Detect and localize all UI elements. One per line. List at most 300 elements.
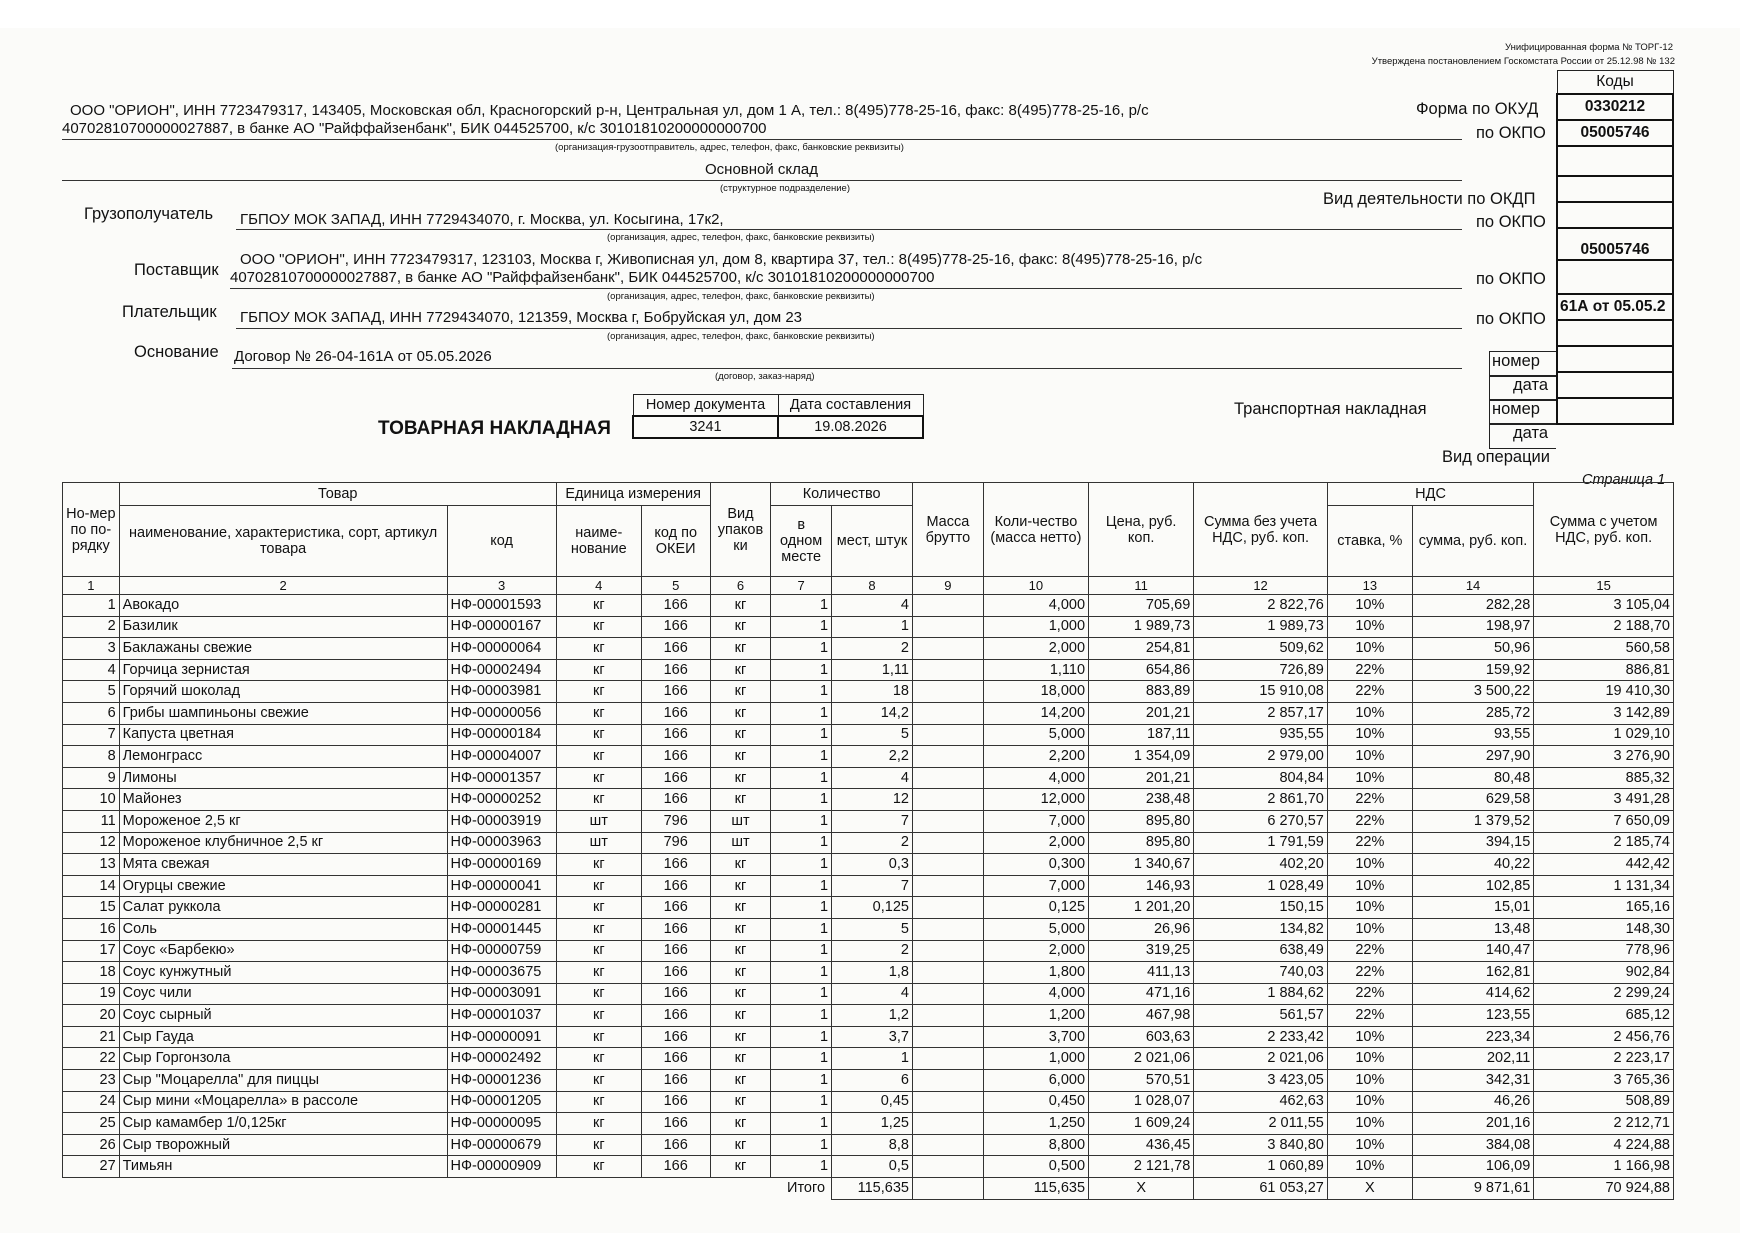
row-number: 16: [63, 918, 120, 940]
vat-rate: 10%: [1327, 854, 1412, 876]
qty-in-place: 1: [771, 1026, 832, 1048]
row-number: 26: [63, 1134, 120, 1156]
okpo-supplier-code: 05005746: [1557, 228, 1673, 260]
unit-name: кг: [556, 962, 641, 984]
okei-code: 166: [641, 659, 710, 681]
product-name: Лимоны: [119, 767, 447, 789]
qty-in-place: 1: [771, 962, 832, 984]
totals-places: 115,635: [832, 1178, 913, 1200]
product-code: НФ-00001593: [447, 595, 556, 617]
column-number: 8: [832, 577, 913, 595]
sum-with-vat: 3 491,28: [1534, 789, 1674, 811]
unit-name: кг: [556, 1134, 641, 1156]
places-count: 0,3: [832, 854, 913, 876]
okei-code: 166: [641, 918, 710, 940]
unit-name: кг: [556, 983, 641, 1005]
unit-name: кг: [556, 659, 641, 681]
vat-sum: 80,48: [1412, 767, 1533, 789]
okdp-code: [1557, 176, 1673, 202]
qty-in-place: 1: [771, 789, 832, 811]
qty-in-place: 1: [771, 595, 832, 617]
sum-with-vat: 778,96: [1534, 940, 1674, 962]
totals-gross: [912, 1178, 983, 1200]
pack-type: кг: [710, 1113, 771, 1135]
pack-type: кг: [710, 659, 771, 681]
transport-date-code: [1557, 372, 1673, 398]
vat-sum: 46,26: [1412, 1091, 1533, 1113]
net-quantity: 18,000: [983, 681, 1088, 703]
places-count: 0,125: [832, 897, 913, 919]
unit-name: кг: [556, 875, 641, 897]
net-quantity: 7,000: [983, 810, 1088, 832]
sum-with-vat: 2 223,17: [1534, 1048, 1674, 1070]
pack-type: кг: [710, 767, 771, 789]
table-row: [63, 962, 1674, 984]
column-number: 1: [63, 577, 120, 595]
product-name: Мята свежая: [119, 854, 447, 876]
col-unit-header: Единица измерения: [556, 483, 710, 506]
net-quantity: 2,000: [983, 832, 1088, 854]
product-name: Горячий шоколад: [119, 681, 447, 703]
table-row: [63, 638, 1674, 660]
okpo-label-2: по ОКПО: [1476, 213, 1546, 231]
unit-name: кг: [556, 789, 641, 811]
places-count: 1,11: [832, 659, 913, 681]
vat-rate: 10%: [1327, 897, 1412, 919]
product-name: Соус чили: [119, 983, 447, 1005]
totals-vat-sum: 9 871,61: [1412, 1178, 1533, 1200]
places-count: 1,2: [832, 1005, 913, 1027]
shipper-department: Основной склад: [705, 161, 819, 178]
totals-label: Итого: [787, 1180, 826, 1197]
row-number: 7: [63, 724, 120, 746]
consignee-caption: (организация, адрес, телефон, факс, банковские реквизиты): [607, 232, 875, 243]
gross-mass: [912, 1134, 983, 1156]
product-name: Горчица зернистая: [119, 659, 447, 681]
vat-sum: 140,47: [1412, 940, 1533, 962]
product-name: Сыр мини «Моцарелла» в рассоле: [119, 1091, 447, 1113]
product-code: НФ-00000091: [447, 1026, 556, 1048]
totals-price: X: [1089, 1178, 1194, 1200]
net-quantity: 6,000: [983, 1070, 1088, 1092]
vat-sum: 629,58: [1412, 789, 1533, 811]
table-row: [63, 702, 1674, 724]
totals-rate: X: [1327, 1178, 1412, 1200]
okdp-label: Вид деятельности по ОКДП: [1323, 190, 1536, 208]
net-quantity: 1,000: [983, 1048, 1088, 1070]
vat-sum: 282,28: [1412, 595, 1533, 617]
okei-code: 166: [641, 875, 710, 897]
operation-label: Вид операции: [1442, 448, 1550, 466]
okei-code: 166: [641, 1005, 710, 1027]
sum-with-vat: 885,32: [1534, 767, 1674, 789]
pack-type: кг: [710, 724, 771, 746]
vat-rate: 10%: [1327, 1134, 1412, 1156]
price: 895,80: [1089, 832, 1194, 854]
product-code: НФ-00000759: [447, 940, 556, 962]
price: 411,13: [1089, 962, 1194, 984]
unit-name: кг: [556, 1113, 641, 1135]
sum-without-vat: 2 822,76: [1194, 595, 1328, 617]
qty-in-place: 1: [771, 854, 832, 876]
table-row: [63, 918, 1674, 940]
pack-type: кг: [710, 1048, 771, 1070]
row-number: 2: [63, 616, 120, 638]
qty-in-place: 1: [771, 1091, 832, 1113]
price: 883,89: [1089, 681, 1194, 703]
okei-code: 166: [641, 616, 710, 638]
totals-total: 70 924,88: [1534, 1178, 1674, 1200]
row-number: 17: [63, 940, 120, 962]
basis-value: Договор № 26-04-161А от 05.05.2026: [234, 348, 492, 365]
product-name: Соус сырный: [119, 1005, 447, 1027]
transport-date-label: дата: [1513, 424, 1548, 442]
okei-code: 166: [641, 897, 710, 919]
totals-sum-novat: 61 053,27: [1194, 1178, 1328, 1200]
col-code-header: код: [447, 506, 556, 577]
column-number: 10: [983, 577, 1088, 595]
vat-sum: 123,55: [1412, 1005, 1533, 1027]
places-count: 4: [832, 767, 913, 789]
okei-code: 166: [641, 789, 710, 811]
sum-without-vat: 134,82: [1194, 918, 1328, 940]
gross-mass: [912, 724, 983, 746]
product-name: Сыр камамбер 1/0,125кг: [119, 1113, 447, 1135]
payer-label: Плательщик: [122, 303, 217, 321]
product-code: НФ-00000252: [447, 789, 556, 811]
vat-rate: 10%: [1327, 1048, 1412, 1070]
column-number: 4: [556, 577, 641, 595]
product-code: НФ-00004007: [447, 746, 556, 768]
gross-mass: [912, 595, 983, 617]
basis-underline: [232, 368, 1462, 369]
qty-in-place: 1: [771, 681, 832, 703]
price: 467,98: [1089, 1005, 1194, 1027]
places-count: 5: [832, 724, 913, 746]
gross-mass: [912, 897, 983, 919]
sum-without-vat: 1 060,89: [1194, 1156, 1328, 1178]
pack-type: кг: [710, 1134, 771, 1156]
sum-without-vat: 402,20: [1194, 854, 1328, 876]
okei-code: 166: [641, 595, 710, 617]
product-code: НФ-00000064: [447, 638, 556, 660]
sum-with-vat: 2 188,70: [1534, 616, 1674, 638]
sum-with-vat: 3 765,36: [1534, 1070, 1674, 1092]
row-number: 19: [63, 983, 120, 1005]
sum-with-vat: 2 299,24: [1534, 983, 1674, 1005]
pack-type: кг: [710, 1070, 771, 1092]
sum-with-vat: 886,81: [1534, 659, 1674, 681]
col-rate-header: ставка, %: [1327, 506, 1412, 577]
vat-rate: 22%: [1327, 983, 1412, 1005]
column-number: 13: [1327, 577, 1412, 595]
document-title: ТОВАРНАЯ НАКЛАДНАЯ: [378, 418, 611, 439]
row-number: 12: [63, 832, 120, 854]
price: 1 989,73: [1089, 616, 1194, 638]
pack-type: кг: [710, 854, 771, 876]
vat-rate: 22%: [1327, 681, 1412, 703]
places-count: 0,5: [832, 1156, 913, 1178]
form-name: Унифицированная форма № ТОРГ-12: [1504, 42, 1673, 53]
pack-type: кг: [710, 789, 771, 811]
product-name: Огурцы свежие: [119, 875, 447, 897]
places-count: 12: [832, 789, 913, 811]
unit-name: кг: [556, 1048, 641, 1070]
goods-table: [62, 482, 1674, 1200]
transport-number-code: [1557, 346, 1673, 372]
shipper-line2: 40702810700000027887, в банке АО "Райффайзенбанк", БИК 044525700, к/с 30101810200000000700: [62, 120, 767, 137]
doc-date: 19.08.2026: [778, 416, 923, 438]
places-count: 1,25: [832, 1113, 913, 1135]
vat-rate: 22%: [1327, 962, 1412, 984]
basis-label: Основание: [134, 343, 219, 361]
vat-sum: 394,15: [1412, 832, 1533, 854]
vat-sum: 106,09: [1412, 1156, 1533, 1178]
column-number-row: [63, 577, 1674, 595]
okei-code: 796: [641, 832, 710, 854]
sum-with-vat: 7 650,09: [1534, 810, 1674, 832]
sum-without-vat: 6 270,57: [1194, 810, 1328, 832]
unit-name: кг: [556, 681, 641, 703]
vat-sum: 15,01: [1412, 897, 1533, 919]
col-qty-header: Количество: [771, 483, 913, 506]
row-number: 20: [63, 1005, 120, 1027]
unit-name: кг: [556, 1026, 641, 1048]
operation-code: [1557, 398, 1673, 424]
vat-sum: 223,34: [1412, 1026, 1533, 1048]
price: 201,21: [1089, 702, 1194, 724]
vat-rate: 22%: [1327, 659, 1412, 681]
pack-type: кг: [710, 1026, 771, 1048]
unit-name: кг: [556, 1156, 641, 1178]
net-quantity: 3,700: [983, 1026, 1088, 1048]
qty-in-place: 1: [771, 810, 832, 832]
col-num-header: Но-мер по по-рядку: [63, 483, 120, 577]
qty-in-place: 1: [771, 659, 832, 681]
places-count: 2: [832, 638, 913, 660]
okei-code: 166: [641, 962, 710, 984]
price: 319,25: [1089, 940, 1194, 962]
pack-type: кг: [710, 918, 771, 940]
row-number: 18: [63, 962, 120, 984]
qty-in-place: 1: [771, 940, 832, 962]
product-code: НФ-00000281: [447, 897, 556, 919]
unit-name: кг: [556, 767, 641, 789]
price: 2 021,06: [1089, 1048, 1194, 1070]
qty-in-place: 1: [771, 1113, 832, 1135]
col-gross-header: Масса брутто: [912, 483, 983, 577]
row-number: 23: [63, 1070, 120, 1092]
vat-rate: 10%: [1327, 918, 1412, 940]
table-row: [63, 940, 1674, 962]
gross-mass: [912, 940, 983, 962]
row-number: 24: [63, 1091, 120, 1113]
sum-with-vat: 508,89: [1534, 1091, 1674, 1113]
column-number: 5: [641, 577, 710, 595]
sum-with-vat: 3 142,89: [1534, 702, 1674, 724]
product-code: НФ-00000056: [447, 702, 556, 724]
doc-number: 3241: [633, 416, 778, 438]
gross-mass: [912, 616, 983, 638]
row-number: 25: [63, 1113, 120, 1135]
okei-code: 166: [641, 1026, 710, 1048]
net-quantity: 2,000: [983, 638, 1088, 660]
table-row: [63, 1005, 1674, 1027]
column-number: 14: [1412, 577, 1533, 595]
product-name: Грибы шампиньоны свежие: [119, 702, 447, 724]
vat-rate: 10%: [1327, 724, 1412, 746]
product-code: НФ-00000095: [447, 1113, 556, 1135]
sum-without-vat: 150,15: [1194, 897, 1328, 919]
vat-sum: 162,81: [1412, 962, 1533, 984]
product-code: НФ-00000909: [447, 1156, 556, 1178]
net-quantity: 12,000: [983, 789, 1088, 811]
unit-name: кг: [556, 854, 641, 876]
unit-name: кг: [556, 702, 641, 724]
net-quantity: 0,500: [983, 1156, 1088, 1178]
sum-with-vat: 2 185,74: [1534, 832, 1674, 854]
product-code: НФ-00001236: [447, 1070, 556, 1092]
sum-without-vat: 935,55: [1194, 724, 1328, 746]
okei-code: 166: [641, 1113, 710, 1135]
places-count: 7: [832, 875, 913, 897]
supplier-label: Поставщик: [134, 261, 219, 279]
okei-code: 166: [641, 1070, 710, 1092]
price: 146,93: [1089, 875, 1194, 897]
vat-rate: 10%: [1327, 1070, 1412, 1092]
col-sum-novat-header: Сумма без учета НДС, руб. коп.: [1194, 483, 1328, 577]
sum-with-vat: 902,84: [1534, 962, 1674, 984]
consignee-label: Грузополучатель: [84, 205, 214, 223]
qty-in-place: 1: [771, 616, 832, 638]
sum-with-vat: 3 276,90: [1534, 746, 1674, 768]
table-row: [63, 724, 1674, 746]
vat-rate: 22%: [1327, 810, 1412, 832]
payer-underline: [236, 328, 1462, 329]
places-count: 7: [832, 810, 913, 832]
unit-name: кг: [556, 595, 641, 617]
net-quantity: 1,250: [983, 1113, 1088, 1135]
places-count: 18: [832, 681, 913, 703]
product-code: НФ-00001445: [447, 918, 556, 940]
col-places-header: мест, штук: [832, 506, 913, 577]
product-code: НФ-00000041: [447, 875, 556, 897]
unit-name: кг: [556, 1091, 641, 1113]
product-name: Базилик: [119, 616, 447, 638]
qty-in-place: 1: [771, 702, 832, 724]
table-row: [63, 659, 1674, 681]
sum-without-vat: 1 028,49: [1194, 875, 1328, 897]
sum-without-vat: 2 021,06: [1194, 1048, 1328, 1070]
gross-mass: [912, 659, 983, 681]
consignee-underline: [236, 229, 1462, 230]
pack-type: кг: [710, 702, 771, 724]
vat-sum: 202,11: [1412, 1048, 1533, 1070]
sum-with-vat: 148,30: [1534, 918, 1674, 940]
sum-with-vat: 560,58: [1534, 638, 1674, 660]
price: 2 121,78: [1089, 1156, 1194, 1178]
column-number: 2: [119, 577, 447, 595]
net-quantity: 2,000: [983, 940, 1088, 962]
sum-with-vat: 4 224,88: [1534, 1134, 1674, 1156]
vat-rate: 10%: [1327, 1156, 1412, 1178]
unit-name: кг: [556, 638, 641, 660]
codes-table: [1556, 70, 1674, 425]
table-row: [63, 875, 1674, 897]
sum-without-vat: 2 233,42: [1194, 1026, 1328, 1048]
places-count: 5: [832, 918, 913, 940]
sum-without-vat: 2 861,70: [1194, 789, 1328, 811]
unit-name: кг: [556, 1005, 641, 1027]
okpo-consignee-code: [1557, 202, 1673, 228]
pack-type: шт: [710, 832, 771, 854]
row-number: 10: [63, 789, 120, 811]
gross-mass: [912, 1026, 983, 1048]
product-code: НФ-00001037: [447, 1005, 556, 1027]
net-quantity: 0,125: [983, 897, 1088, 919]
gross-mass: [912, 854, 983, 876]
price: 654,86: [1089, 659, 1194, 681]
places-count: 4: [832, 983, 913, 1005]
row-number: 21: [63, 1026, 120, 1048]
vat-sum: 297,90: [1412, 746, 1533, 768]
gross-mass: [912, 1070, 983, 1092]
pack-type: кг: [710, 875, 771, 897]
pack-type: кг: [710, 940, 771, 962]
shipper-caption: (организация-грузоотправитель, адрес, телефон, факс, банковские реквизиты): [555, 142, 904, 153]
vat-rate: 22%: [1327, 940, 1412, 962]
net-quantity: 1,800: [983, 962, 1088, 984]
gross-mass: [912, 1156, 983, 1178]
places-count: 6: [832, 1070, 913, 1092]
sum-without-vat: 3 840,80: [1194, 1134, 1328, 1156]
qty-in-place: 1: [771, 1005, 832, 1027]
sum-with-vat: 1 166,98: [1534, 1156, 1674, 1178]
col-net-header: Коли-чество (масса нетто): [983, 483, 1088, 577]
pack-type: кг: [710, 616, 771, 638]
basis-number-label: номер: [1492, 352, 1540, 370]
unit-name: кг: [556, 724, 641, 746]
product-code: НФ-00003675: [447, 962, 556, 984]
product-code: НФ-00003981: [447, 681, 556, 703]
price: 895,80: [1089, 810, 1194, 832]
qty-in-place: 1: [771, 746, 832, 768]
pack-type: кг: [710, 897, 771, 919]
product-name: Салат руккола: [119, 897, 447, 919]
okei-code: 166: [641, 1091, 710, 1113]
table-row: [63, 789, 1674, 811]
product-code: НФ-00003963: [447, 832, 556, 854]
net-quantity: 1,110: [983, 659, 1088, 681]
column-number: 3: [447, 577, 556, 595]
price: 238,48: [1089, 789, 1194, 811]
vat-rate: 10%: [1327, 702, 1412, 724]
product-name: Соль: [119, 918, 447, 940]
vat-rate: 10%: [1327, 1091, 1412, 1113]
places-count: 2,2: [832, 746, 913, 768]
col-total-header: Сумма с учетом НДС, руб. коп.: [1534, 483, 1674, 577]
sum-without-vat: 726,89: [1194, 659, 1328, 681]
net-quantity: 2,200: [983, 746, 1088, 768]
product-code: НФ-00002494: [447, 659, 556, 681]
col-price-header: Цена, руб. коп.: [1089, 483, 1194, 577]
table-row: [63, 832, 1674, 854]
okpo-payer-code: [1557, 260, 1673, 294]
product-name: Соус кунжутный: [119, 962, 447, 984]
vat-sum: 50,96: [1412, 638, 1533, 660]
pack-type: кг: [710, 962, 771, 984]
table-row: [63, 983, 1674, 1005]
